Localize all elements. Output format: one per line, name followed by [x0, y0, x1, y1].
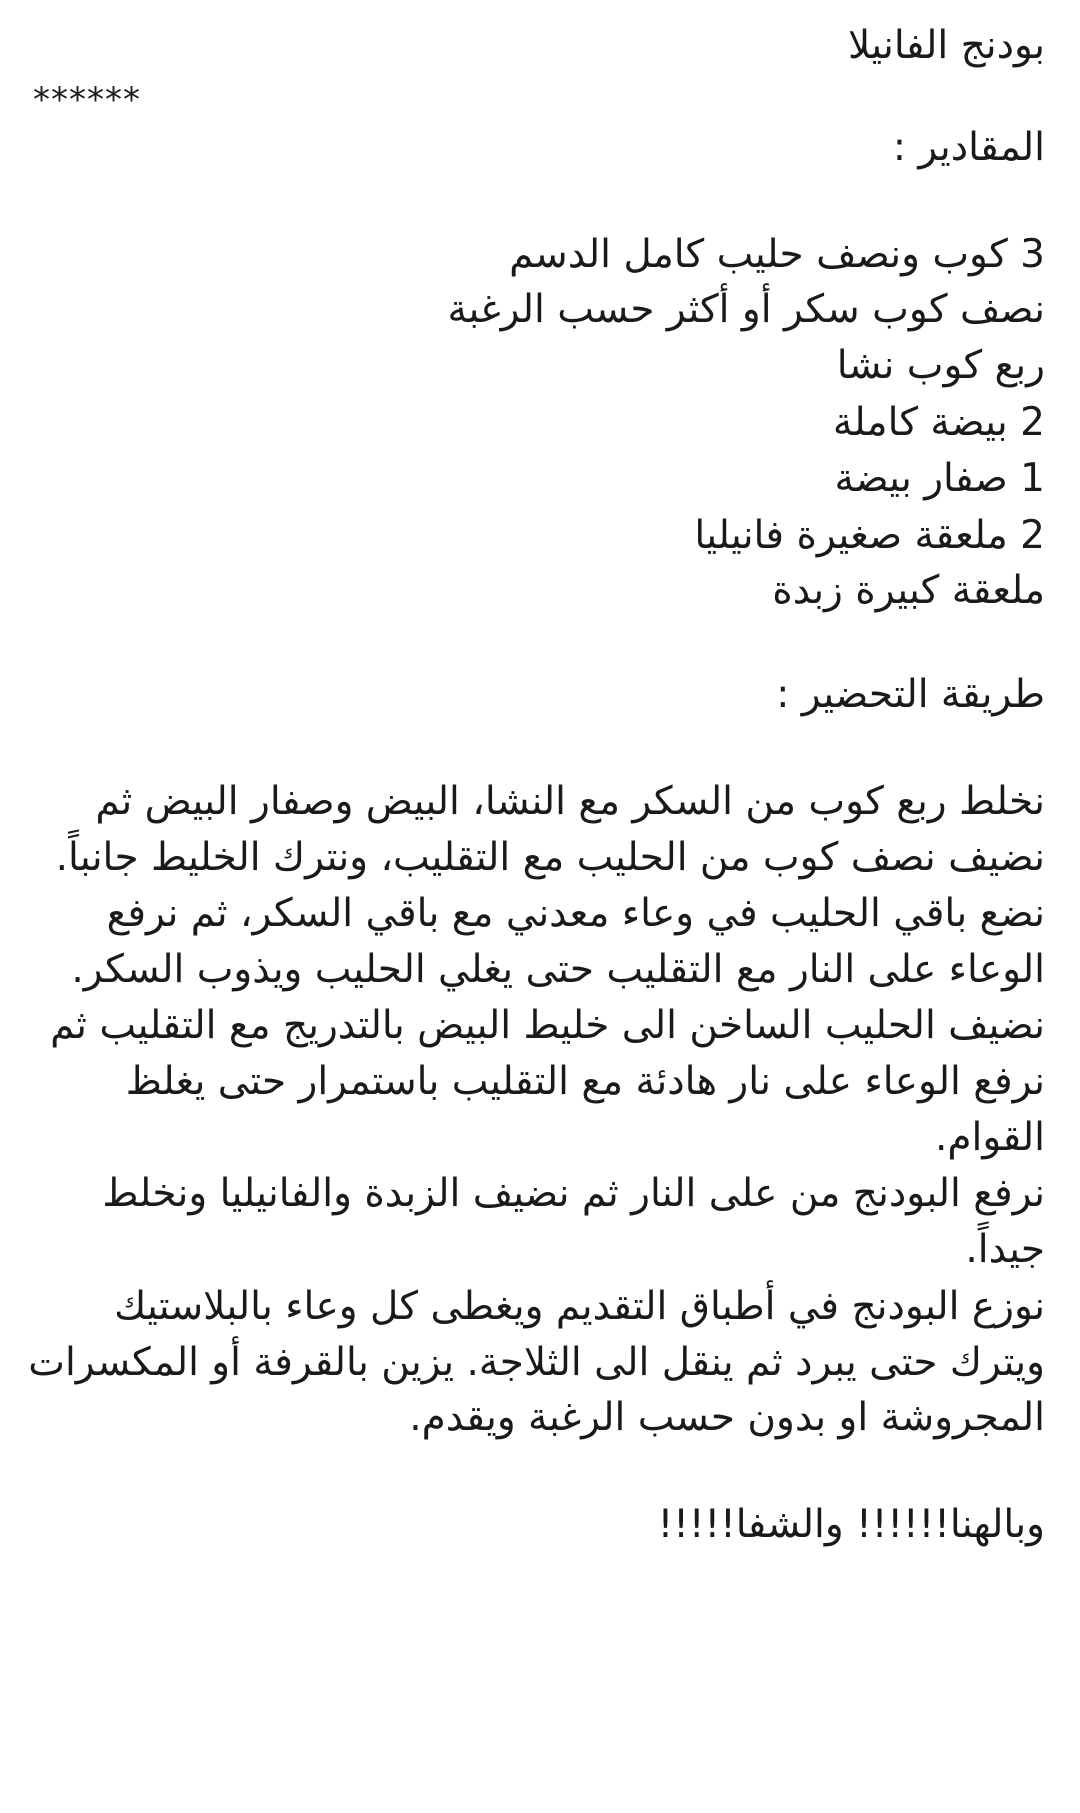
method-line: الوعاء على النار مع التقليب حتى يغلي الحليب ويذوب السكر. — [71, 947, 1045, 992]
method-line: نضيف نصف كوب من الحليب مع التقليب، ونترك الخليط جانباً. — [55, 835, 1045, 880]
ingredient-line: ملعقة كبيرة زبدة — [772, 568, 1045, 613]
ingredient-line: ربع كوب نشا — [836, 343, 1045, 388]
method-line: نضيف الحليب الساخن الى خليط البيض بالتدريج مع التقليب ثم — [50, 1003, 1045, 1048]
method-line: جيداً. — [965, 1227, 1045, 1272]
method-line: نرفع الوعاء على نار هادئة مع التقليب باستمرار حتى يغلظ — [125, 1059, 1045, 1104]
method-heading: طريقة التحضير : — [776, 672, 1045, 717]
method-line: نوزع البودنج في أطباق التقديم ويغطى كل وعاء بالبلاستيك — [114, 1284, 1045, 1329]
ingredients-heading: المقادير : — [892, 125, 1045, 170]
method-line: ويترك حتى يبرد ثم ينقل الى الثلاجة. يزين بالقرفة أو المكسرات — [28, 1340, 1045, 1385]
ingredient-line: نصف كوب سكر أو أكثر حسب الرغبة — [447, 287, 1045, 332]
method-line: المجروشة او بدون حسب الرغبة ويقدم. — [409, 1395, 1045, 1440]
method-line: نخلط ربع كوب من السكر مع النشا، البيض وصفار البيض ثم — [95, 779, 1045, 824]
ingredient-line: 2 ملعقة صغيرة فانيليا — [694, 513, 1045, 558]
method-line: القوام. — [935, 1115, 1045, 1160]
method-line: نضع باقي الحليب في وعاء معدني مع باقي السكر، ثم نرفع — [106, 891, 1045, 936]
ingredient-line: 2 بيضة كاملة — [832, 400, 1045, 445]
stars-separator: ****** — [33, 80, 141, 120]
ingredient-line: 1 صفار بيضة — [834, 456, 1045, 501]
method-line: نرفع البودنج من على النار ثم نضيف الزبدة والفانيليا ونخلط — [102, 1171, 1045, 1216]
recipe-title: بودنج الفانيلا — [847, 23, 1045, 68]
ingredient-line: 3 كوب ونصف حليب كامل الدسم — [509, 232, 1045, 277]
closing-line: وبالهنا!!!!!! والشفا!!!!! — [657, 1502, 1045, 1547]
